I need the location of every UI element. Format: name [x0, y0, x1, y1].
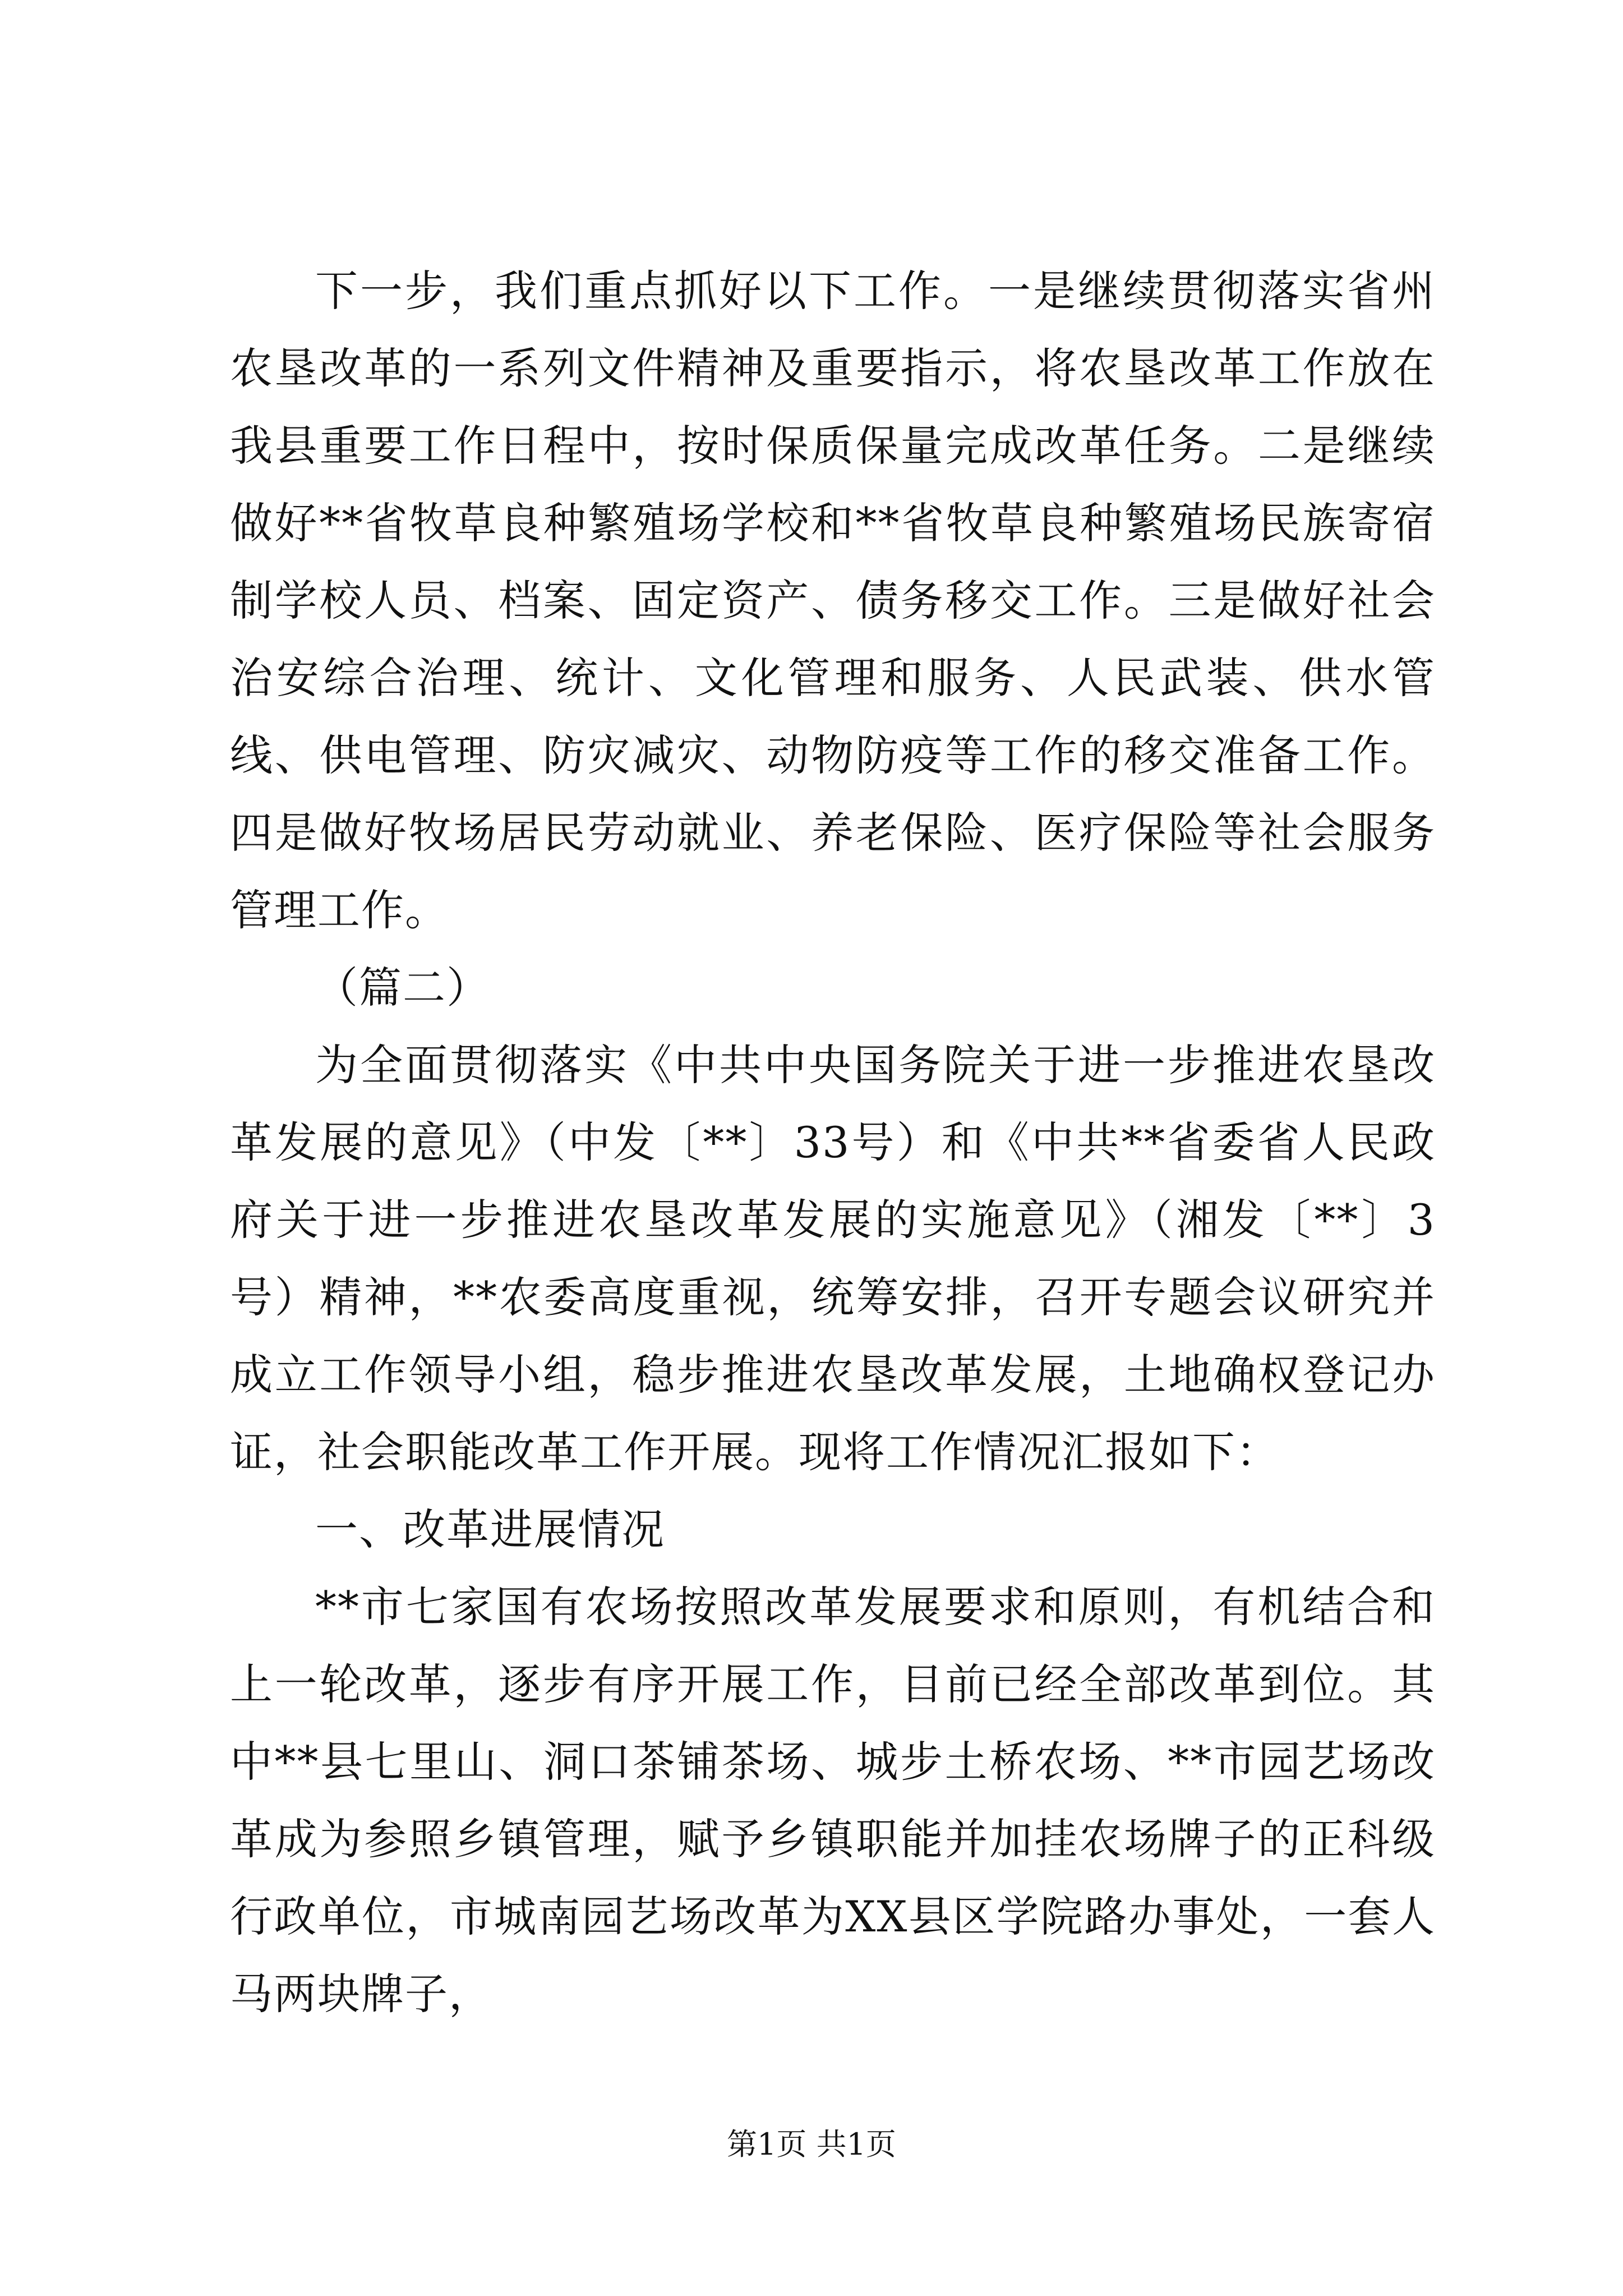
document-body	[230, 252, 1436, 2033]
section-title-part-two: （篇二）	[315, 963, 490, 1013]
heading-reform-progress: 一、改革进展情况	[315, 1504, 665, 1554]
paragraph-next-steps: 下一步，我们重点抓好以下工作。一是继续贯彻落实省州农垦改革的一系列文件精神及重要指示，将农垦改革工作放在我县重要工作日程中，按时保质保量完成改革任务。二是继续做好**省牧草良种繁殖场学校和**省牧草良种繁殖场民族寄宿制学校人员、档案、固定资产、债务移交工作。三是做好社会治安综合治理、统计、文化管理和服务、人民武装、供水管线、供电管理、防灾减灾、动物防疫等工作的移交准备工作。四是做好牧场居民劳动就业、养老保险、医疗保险等社会服务管理工作。	[230, 266, 1436, 935]
page-footer: 第1页 共1页	[727, 2127, 896, 2162]
paragraph-reform-progress: **市七家国有农场按照改革发展要求和原则，有机结合和上一轮改革，逐步有序开展工作，目前已经全部改革到位。其中**县七里山、洞口茶铺茶场、城步土桥农场、**市园艺场改革成为参照乡镇管理，赋予乡镇职能并加挂农场牌子的正科级行政单位，市城南园艺场改革为XX县区学院路办事处，一套人马两块牌子，	[230, 1582, 1436, 2019]
paragraph-intro: 为全面贯彻落实《中共中央国务院关于进一步推进农垦改革发展的意见》（中发〔**〕33号）和《中共**省委省人民政府关于进一步推进农垦改革发展的实施意见》（湘发〔**〕3号）精神，**农委高度重视，统筹安排，召开专题会议研究并成立工作领导小组，稳步推进农垦改革发展，土地确权登记办证，社会职能改革工作开展。现将工作情况汇报如下：	[230, 1040, 1436, 1477]
